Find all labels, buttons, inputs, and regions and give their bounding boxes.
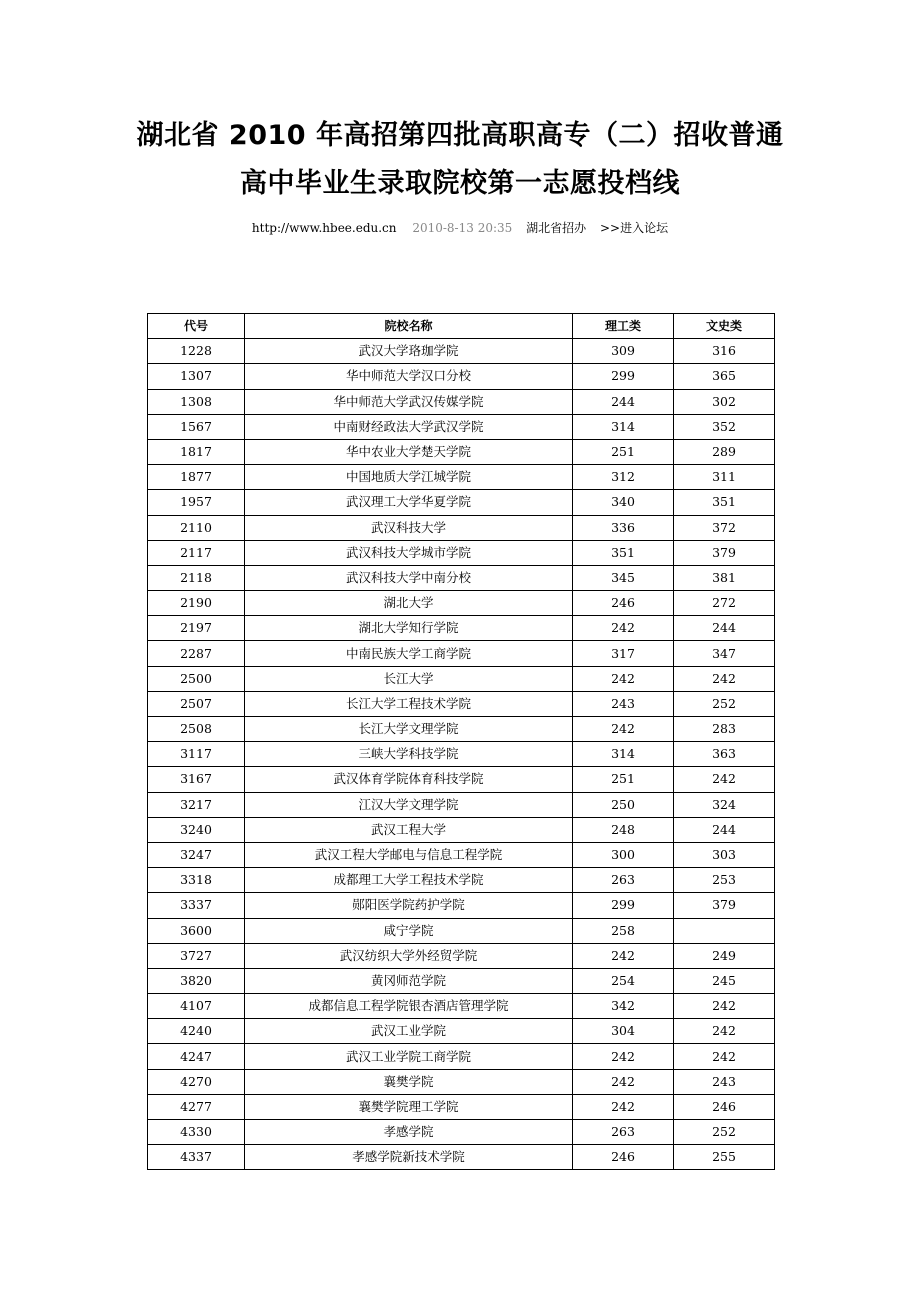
table-row [148, 490, 775, 515]
table-row [148, 389, 775, 414]
table-row [148, 717, 775, 742]
science-score: 254 [573, 968, 674, 993]
table-row [148, 691, 775, 716]
school-name: 成都信息工程学院银杏酒店管理学院 [245, 994, 573, 1019]
arts-score: 242 [674, 1019, 775, 1044]
school-name: 湖北大学知行学院 [245, 616, 573, 641]
school-name: 武汉工业学院工商学院 [245, 1044, 573, 1069]
arts-score: 351 [674, 490, 775, 515]
arts-score: 365 [674, 364, 775, 389]
science-score: 251 [573, 767, 674, 792]
arts-score: 324 [674, 792, 775, 817]
school-code: 3600 [148, 918, 245, 943]
science-score: 300 [573, 842, 674, 867]
arts-score: 252 [674, 1120, 775, 1145]
school-code: 4270 [148, 1069, 245, 1094]
school-code: 1307 [148, 364, 245, 389]
school-code: 1567 [148, 414, 245, 439]
science-score: 263 [573, 868, 674, 893]
table-row [148, 1019, 775, 1044]
science-score: 246 [573, 591, 674, 616]
table-row [148, 540, 775, 565]
school-name: 武汉纺织大学外经贸学院 [245, 943, 573, 968]
science-score: 250 [573, 792, 674, 817]
table-row [148, 742, 775, 767]
school-code: 4240 [148, 1019, 245, 1044]
school-code: 3247 [148, 842, 245, 867]
school-name: 孝感学院 [245, 1120, 573, 1145]
arts-score: 302 [674, 389, 775, 414]
school-name: 武汉体育学院体育科技学院 [245, 767, 573, 792]
school-name: 黄冈师范学院 [245, 968, 573, 993]
arts-score: 303 [674, 842, 775, 867]
arts-score: 253 [674, 868, 775, 893]
table-row [148, 1044, 775, 1069]
school-code: 4330 [148, 1120, 245, 1145]
science-score: 304 [573, 1019, 674, 1044]
school-name: 长江大学 [245, 666, 573, 691]
science-score: 317 [573, 641, 674, 666]
school-code: 3117 [148, 742, 245, 767]
science-score: 263 [573, 1120, 674, 1145]
school-name: 长江大学文理学院 [245, 717, 573, 742]
table-row [148, 515, 775, 540]
table-row [148, 565, 775, 590]
table-row [148, 616, 775, 641]
arts-score: 289 [674, 439, 775, 464]
school-name: 武汉工程大学邮电与信息工程学院 [245, 842, 573, 867]
admission-score-table [147, 313, 775, 1170]
school-name: 襄樊学院 [245, 1069, 573, 1094]
school-code: 2110 [148, 515, 245, 540]
arts-score: 379 [674, 540, 775, 565]
arts-score: 255 [674, 1145, 775, 1170]
science-score: 314 [573, 742, 674, 767]
school-name: 中南民族大学工商学院 [245, 641, 573, 666]
science-score: 242 [573, 1069, 674, 1094]
school-code: 1308 [148, 389, 245, 414]
science-score: 351 [573, 540, 674, 565]
school-code: 2508 [148, 717, 245, 742]
arts-score: 372 [674, 515, 775, 540]
school-code: 2507 [148, 691, 245, 716]
table-row [148, 439, 775, 464]
school-code: 4277 [148, 1094, 245, 1119]
table-row [148, 339, 775, 364]
arts-score: 311 [674, 465, 775, 490]
source-url[interactable]: http://www.hbee.edu.cn [251, 221, 397, 235]
header-arts: 文史类 [674, 314, 775, 339]
arts-score: 242 [674, 767, 775, 792]
table-row [148, 842, 775, 867]
school-name: 武汉科技大学城市学院 [245, 540, 573, 565]
science-score: 244 [573, 389, 674, 414]
school-code: 4247 [148, 1044, 245, 1069]
school-name: 武汉理工大学华夏学院 [245, 490, 573, 515]
school-name: 三峡大学科技学院 [245, 742, 573, 767]
table-row [148, 666, 775, 691]
table-row [148, 1145, 775, 1170]
arts-score: 352 [674, 414, 775, 439]
table-body [148, 339, 775, 1170]
school-name: 郧阳医学院药护学院 [245, 893, 573, 918]
table-row [148, 414, 775, 439]
science-score: 314 [573, 414, 674, 439]
school-code: 3167 [148, 767, 245, 792]
table-row [148, 893, 775, 918]
source-name: 湖北省招办 [526, 221, 587, 235]
arts-score: 363 [674, 742, 775, 767]
school-name: 中国地质大学江城学院 [245, 465, 573, 490]
header-science: 理工类 [573, 314, 674, 339]
school-name: 襄樊学院理工学院 [245, 1094, 573, 1119]
science-score: 242 [573, 616, 674, 641]
arts-score: 381 [674, 565, 775, 590]
school-code: 1228 [148, 339, 245, 364]
school-code: 1817 [148, 439, 245, 464]
arts-score: 379 [674, 893, 775, 918]
arts-score: 242 [674, 994, 775, 1019]
school-code: 2117 [148, 540, 245, 565]
publish-time: 2010-8-13 20:35 [412, 221, 513, 235]
science-score: 248 [573, 817, 674, 842]
table-row [148, 968, 775, 993]
arts-score: 272 [674, 591, 775, 616]
table-row [148, 817, 775, 842]
school-name: 江汉大学文理学院 [245, 792, 573, 817]
arts-score: 242 [674, 1044, 775, 1069]
school-code: 1957 [148, 490, 245, 515]
enter-forum-link[interactable]: >>进入论坛 [599, 221, 669, 235]
school-code: 3820 [148, 968, 245, 993]
science-score: 242 [573, 717, 674, 742]
arts-score: 244 [674, 817, 775, 842]
science-score: 246 [573, 1145, 674, 1170]
school-name: 武汉工程大学 [245, 817, 573, 842]
table-row [148, 641, 775, 666]
arts-score: 316 [674, 339, 775, 364]
table-row [148, 465, 775, 490]
school-code: 3240 [148, 817, 245, 842]
arts-score: 246 [674, 1094, 775, 1119]
school-code: 1877 [148, 465, 245, 490]
school-code: 3217 [148, 792, 245, 817]
table-row [148, 1120, 775, 1145]
table-row [148, 868, 775, 893]
school-name: 华中农业大学楚天学院 [245, 439, 573, 464]
table-row [148, 364, 775, 389]
arts-score: 252 [674, 691, 775, 716]
table-row [148, 1094, 775, 1119]
school-name: 长江大学工程技术学院 [245, 691, 573, 716]
table-row [148, 994, 775, 1019]
arts-score: 243 [674, 1069, 775, 1094]
school-code: 2287 [148, 641, 245, 666]
school-code: 4337 [148, 1145, 245, 1170]
arts-score: 249 [674, 943, 775, 968]
science-score: 342 [573, 994, 674, 1019]
header-school-name: 院校名称 [245, 314, 573, 339]
arts-score: 245 [674, 968, 775, 993]
article-meta [0, 218, 920, 238]
arts-score: 242 [674, 666, 775, 691]
table-row [148, 943, 775, 968]
school-name: 武汉工业学院 [245, 1019, 573, 1044]
school-name: 武汉科技大学 [245, 515, 573, 540]
table-row [148, 1069, 775, 1094]
science-score: 242 [573, 1044, 674, 1069]
school-name: 湖北大学 [245, 591, 573, 616]
science-score: 312 [573, 465, 674, 490]
table-row [148, 918, 775, 943]
school-code: 4107 [148, 994, 245, 1019]
school-code: 3727 [148, 943, 245, 968]
school-name: 武汉科技大学中南分校 [245, 565, 573, 590]
arts-score: 347 [674, 641, 775, 666]
school-name: 孝感学院新技术学院 [245, 1145, 573, 1170]
school-name: 华中师范大学武汉传媒学院 [245, 389, 573, 414]
school-code: 2190 [148, 591, 245, 616]
school-code: 3318 [148, 868, 245, 893]
table-row [148, 767, 775, 792]
science-score: 242 [573, 1094, 674, 1119]
science-score: 242 [573, 666, 674, 691]
science-score: 340 [573, 490, 674, 515]
arts-score: 283 [674, 717, 775, 742]
document-title-line-2: 高中毕业生录取院校第一志愿投档线 [240, 168, 680, 199]
table-header-row [148, 314, 775, 339]
school-code: 2500 [148, 666, 245, 691]
school-name: 武汉大学珞珈学院 [245, 339, 573, 364]
school-name: 中南财经政法大学武汉学院 [245, 414, 573, 439]
arts-score: 244 [674, 616, 775, 641]
table-row [148, 591, 775, 616]
school-code: 3337 [148, 893, 245, 918]
science-score: 243 [573, 691, 674, 716]
header-code: 代号 [148, 314, 245, 339]
science-score: 309 [573, 339, 674, 364]
school-name: 华中师范大学汉口分校 [245, 364, 573, 389]
science-score: 299 [573, 364, 674, 389]
science-score: 258 [573, 918, 674, 943]
school-name: 成都理工大学工程技术学院 [245, 868, 573, 893]
science-score: 299 [573, 893, 674, 918]
school-name: 咸宁学院 [245, 918, 573, 943]
arts-score [674, 918, 775, 943]
table-row [148, 792, 775, 817]
science-score: 345 [573, 565, 674, 590]
school-code: 2118 [148, 565, 245, 590]
science-score: 251 [573, 439, 674, 464]
document-title-line-1: 湖北省 2010 年高招第四批高职高专（二）招收普通 [136, 120, 784, 151]
science-score: 242 [573, 943, 674, 968]
school-code: 2197 [148, 616, 245, 641]
science-score: 336 [573, 515, 674, 540]
